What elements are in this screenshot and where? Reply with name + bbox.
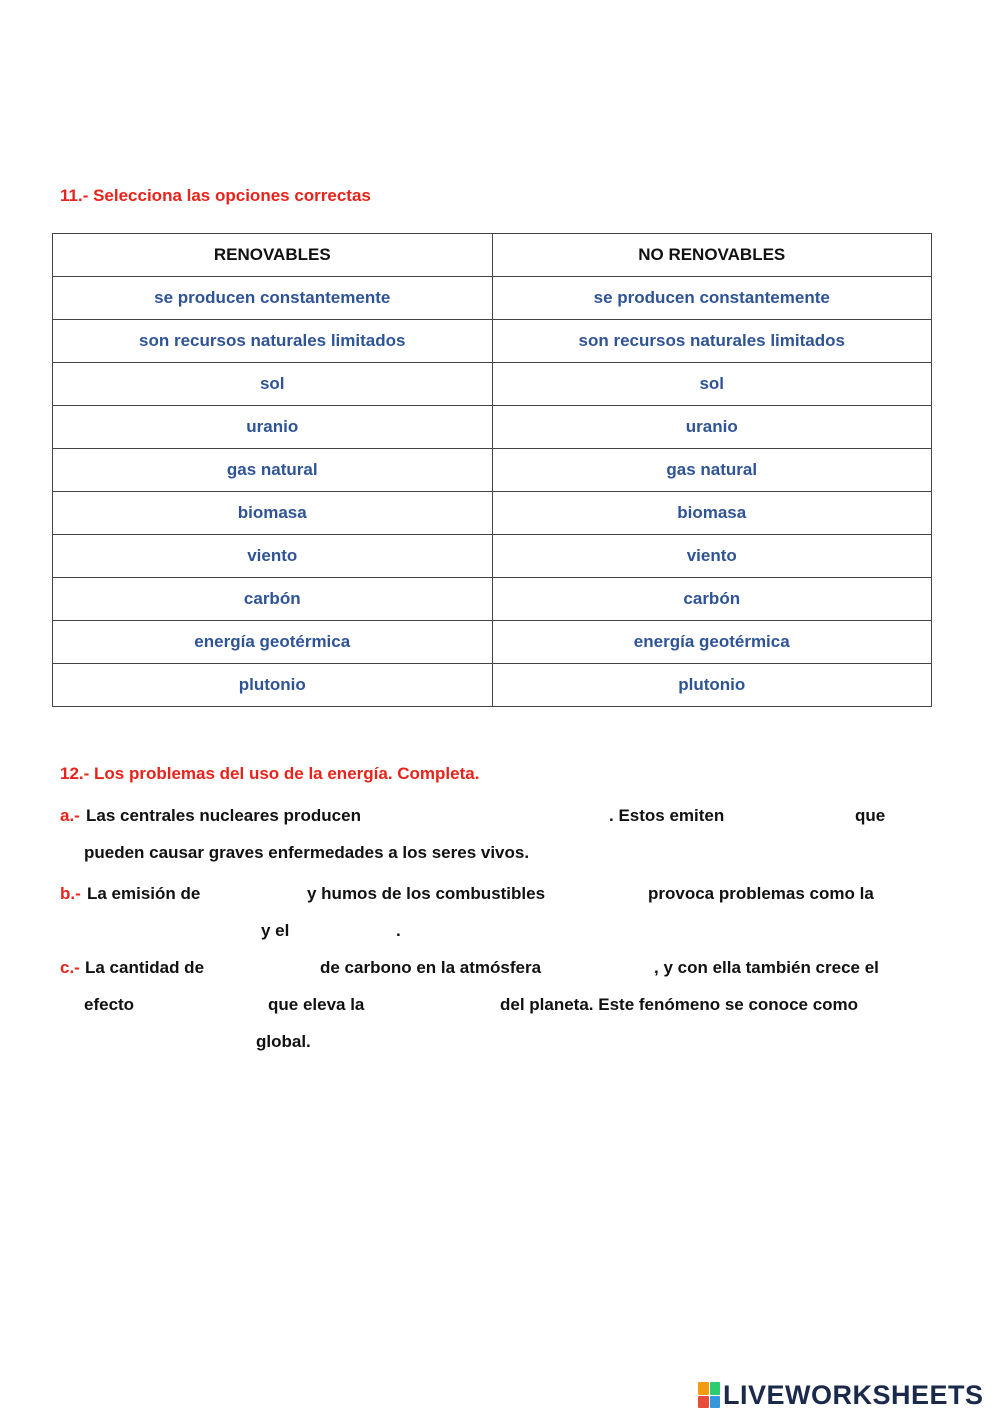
table-row: [53, 621, 932, 664]
item-b-text: y humos de los combustibles: [307, 884, 546, 903]
item-c-text: del planeta. Este fenómeno se conoce como: [500, 995, 859, 1014]
option-renovable[interactable]: viento: [53, 535, 493, 578]
header-no-renovables: NO RENOVABLES: [492, 234, 932, 277]
option-renovable[interactable]: plutonio: [53, 664, 493, 707]
blank-b4-input[interactable]: [298, 919, 394, 943]
option-renovable[interactable]: uranio: [53, 406, 493, 449]
option-renovable[interactable]: sol: [53, 363, 493, 406]
question-12-title: 12.- Los problemas del uso de la energía. Completa.: [60, 764, 480, 783]
item-c-label: c.-: [60, 958, 80, 977]
item-c-text: que eleva la: [268, 995, 365, 1014]
brand-name: LIVEWORKSHEETS: [723, 1379, 984, 1410]
table-row: [53, 492, 932, 535]
table-row: [53, 320, 932, 363]
item-a-text: que: [855, 806, 886, 825]
option-no-renovable[interactable]: sol: [492, 363, 932, 406]
header-renovables: RENOVABLES: [53, 234, 493, 277]
table-row: [53, 363, 932, 406]
brand-mark-icon: [698, 1382, 720, 1408]
option-no-renovable[interactable]: viento: [492, 535, 932, 578]
blank-c4-input[interactable]: [374, 993, 498, 1017]
item-b-text: y el: [261, 921, 290, 940]
blank-c1-input[interactable]: [212, 956, 318, 980]
option-no-renovable[interactable]: se producen constantemente: [492, 277, 932, 320]
option-no-renovable[interactable]: biomasa: [492, 492, 932, 535]
option-no-renovable[interactable]: energía geotérmica: [492, 621, 932, 664]
blank-a2-input[interactable]: [734, 804, 852, 828]
table-row: [53, 535, 932, 578]
blank-c3-input[interactable]: [142, 993, 266, 1017]
item-b-label: b.-: [60, 884, 81, 903]
item-b-text: .: [396, 921, 401, 940]
question-11-title: 11.- Selecciona las opciones correctas: [60, 186, 371, 205]
item-b-text: La emisión de: [87, 884, 201, 903]
table-row: [53, 277, 932, 320]
table-row: [53, 406, 932, 449]
option-renovable[interactable]: carbón: [53, 578, 493, 621]
item-a-label: a.-: [60, 806, 80, 825]
table-row: [53, 664, 932, 707]
blank-c2-input[interactable]: [554, 956, 652, 980]
option-no-renovable[interactable]: gas natural: [492, 449, 932, 492]
option-renovable[interactable]: se producen constantemente: [53, 277, 493, 320]
option-renovable[interactable]: gas natural: [53, 449, 493, 492]
blank-b3-input[interactable]: [84, 919, 258, 943]
item-c-text: global.: [256, 1032, 311, 1051]
option-renovable[interactable]: son recursos naturales limitados: [53, 320, 493, 363]
liveworksheets-logo: [698, 1378, 984, 1412]
item-a-text: Las centrales nucleares producen: [86, 806, 361, 825]
item-c-text: de carbono en la atmósfera: [320, 958, 542, 977]
table-row: [53, 578, 932, 621]
option-no-renovable[interactable]: son recursos naturales limitados: [492, 320, 932, 363]
option-no-renovable[interactable]: plutonio: [492, 664, 932, 707]
table-row: [53, 449, 932, 492]
blank-c5-input[interactable]: [84, 1030, 254, 1054]
item-b-text: provoca problemas como la: [648, 884, 874, 903]
blank-b2-input[interactable]: [552, 882, 648, 906]
options-table: [52, 233, 932, 707]
option-renovable[interactable]: energía geotérmica: [53, 621, 493, 664]
item-c-text: efecto: [84, 995, 135, 1014]
item-c-text: , y con ella también crece el: [654, 958, 879, 977]
blank-a1-input[interactable]: [372, 804, 608, 828]
option-renovable[interactable]: biomasa: [53, 492, 493, 535]
item-c-text: La cantidad de: [85, 958, 205, 977]
item-a-text: pueden causar graves enfermedades a los seres vivos.: [84, 843, 530, 862]
item-a-text: . Estos emiten: [609, 806, 725, 825]
option-no-renovable[interactable]: uranio: [492, 406, 932, 449]
blank-b1-input[interactable]: [206, 882, 306, 906]
option-no-renovable[interactable]: carbón: [492, 578, 932, 621]
